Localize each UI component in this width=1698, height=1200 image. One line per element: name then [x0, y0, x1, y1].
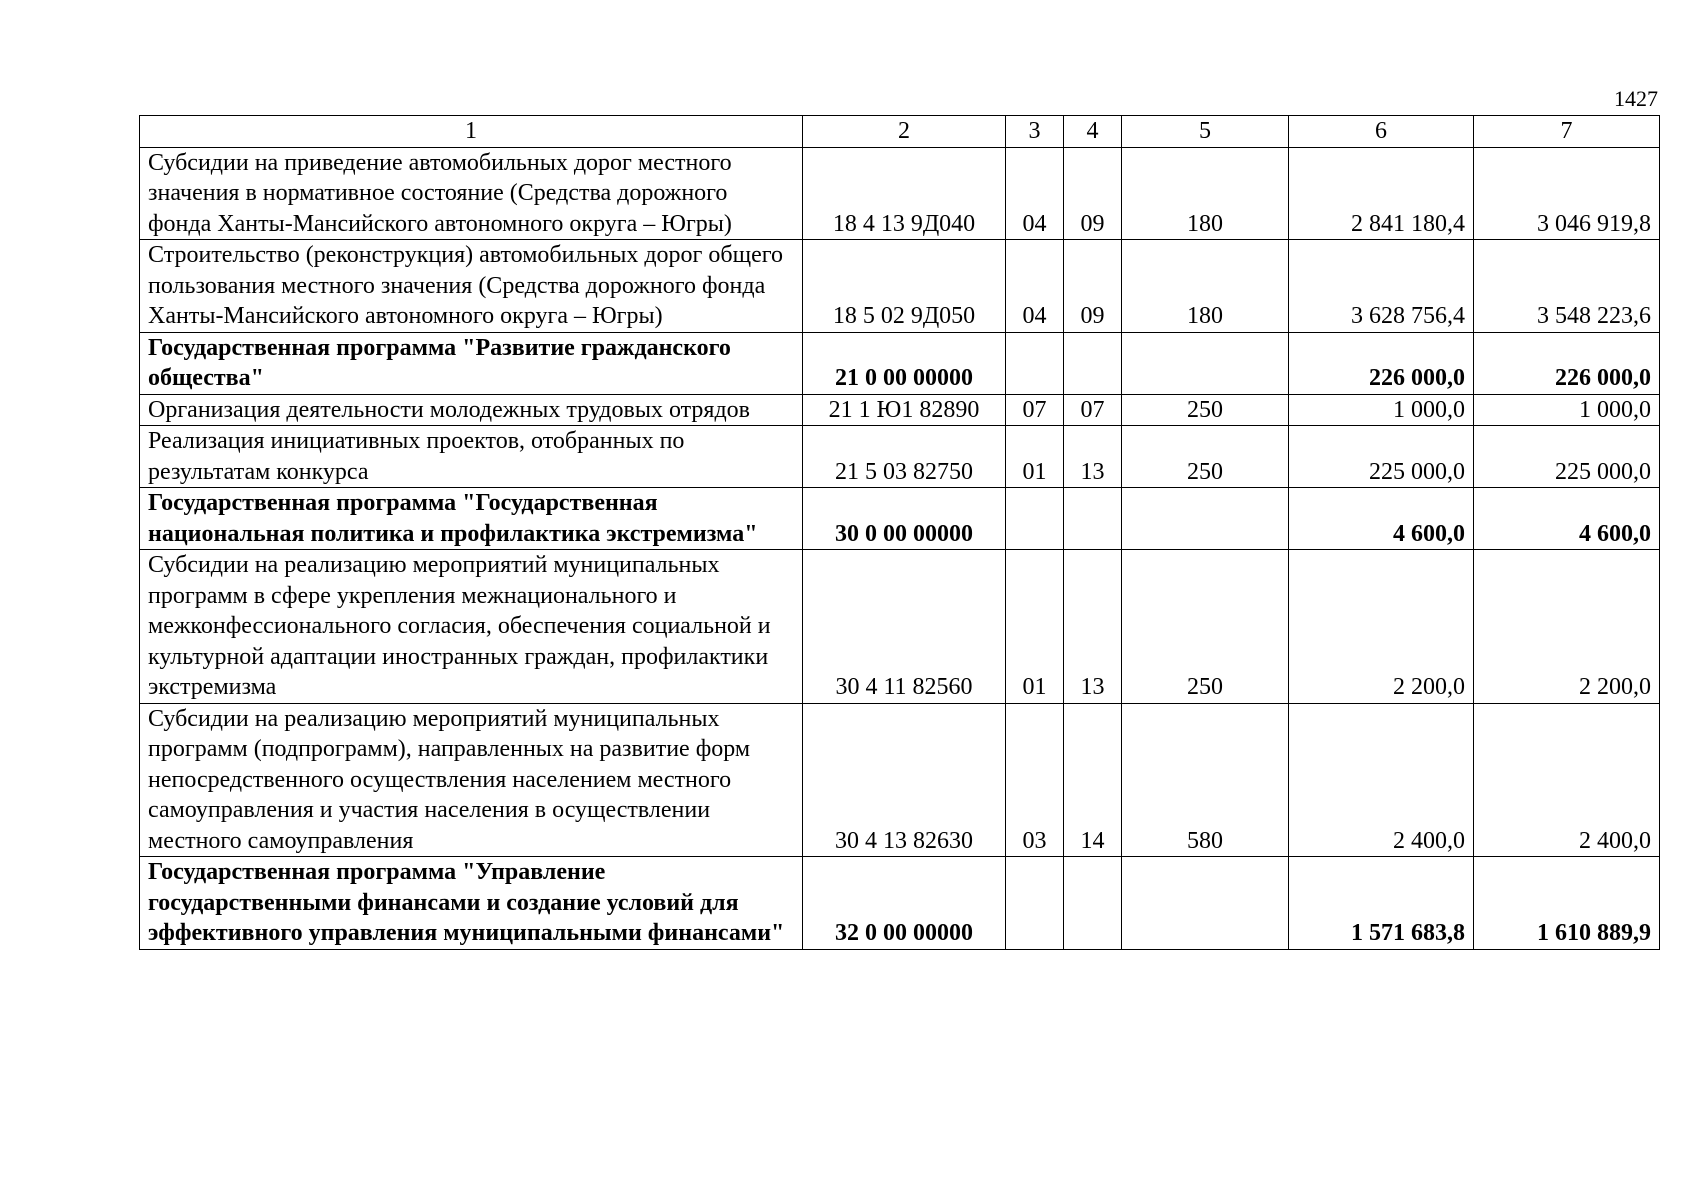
row-name-cell: Государственная программа "Развитие гражданского общества": [140, 332, 803, 394]
row-expense-kind-cell: [1122, 488, 1289, 550]
column-header: 1: [140, 116, 803, 148]
budget-table: [139, 115, 1660, 950]
row-amount-year2-cell: 2 200,0: [1474, 550, 1660, 704]
column-header: 2: [803, 116, 1006, 148]
row-amount-year2-cell: 3 046 919,8: [1474, 147, 1660, 240]
table-row: [140, 240, 1660, 333]
row-code-cell: 21 1 Ю1 82890: [803, 394, 1006, 426]
table-row: [140, 488, 1660, 550]
row-name-cell: Государственная программа "Государственная национальная политика и профилактика экстремизма": [140, 488, 803, 550]
row-expense-kind-cell: 250: [1122, 426, 1289, 488]
table-row: [140, 426, 1660, 488]
row-code-cell: 21 5 03 82750: [803, 426, 1006, 488]
row-name-cell: Субсидии на приведение автомобильных дорог местного значения в нормативное состояние (Средства дорожного фонда Ханты-Мансийского автономного округа – Югры): [140, 147, 803, 240]
row-section-cell: [1006, 488, 1064, 550]
row-amount-year1-cell: 1 000,0: [1289, 394, 1474, 426]
page-number: 1427: [1614, 86, 1658, 111]
row-name-cell: Организация деятельности молодежных трудовых отрядов: [140, 394, 803, 426]
column-header: 6: [1289, 116, 1474, 148]
row-name-cell: Строительство (реконструкция) автомобильных дорог общего пользования местного значения (Средства дорожного фонда Ханты-Мансийского автономного округа – Югры): [140, 240, 803, 333]
row-subsection-cell: 09: [1064, 147, 1122, 240]
row-subsection-cell: 07: [1064, 394, 1122, 426]
row-code-cell: 30 4 11 82560: [803, 550, 1006, 704]
row-subsection-cell: [1064, 332, 1122, 394]
row-expense-kind-cell: 180: [1122, 147, 1289, 240]
row-amount-year1-cell: 2 200,0: [1289, 550, 1474, 704]
row-section-cell: [1006, 332, 1064, 394]
row-expense-kind-cell: [1122, 857, 1289, 950]
row-name-cell: Реализация инициативных проектов, отобранных по результатам конкурса: [140, 426, 803, 488]
row-expense-kind-cell: [1122, 332, 1289, 394]
row-section-cell: 01: [1006, 426, 1064, 488]
row-subsection-cell: [1064, 857, 1122, 950]
table-row: [140, 147, 1660, 240]
row-amount-year2-cell: 225 000,0: [1474, 426, 1660, 488]
row-section-cell: 04: [1006, 147, 1064, 240]
row-subsection-cell: 14: [1064, 703, 1122, 857]
row-code-cell: 18 5 02 9Д050: [803, 240, 1006, 333]
table-body: [140, 116, 1660, 950]
row-amount-year1-cell: 2 400,0: [1289, 703, 1474, 857]
row-amount-year1-cell: 1 571 683,8: [1289, 857, 1474, 950]
column-header: 7: [1474, 116, 1660, 148]
row-amount-year1-cell: 3 628 756,4: [1289, 240, 1474, 333]
row-subsection-cell: 13: [1064, 550, 1122, 704]
row-subsection-cell: 13: [1064, 426, 1122, 488]
row-amount-year2-cell: 4 600,0: [1474, 488, 1660, 550]
row-section-cell: 04: [1006, 240, 1064, 333]
row-subsection-cell: [1064, 488, 1122, 550]
row-expense-kind-cell: 250: [1122, 550, 1289, 704]
column-header: 5: [1122, 116, 1289, 148]
column-header: 4: [1064, 116, 1122, 148]
row-section-cell: [1006, 857, 1064, 950]
row-section-cell: 01: [1006, 550, 1064, 704]
row-subsection-cell: 09: [1064, 240, 1122, 333]
row-amount-year2-cell: 1 000,0: [1474, 394, 1660, 426]
row-name-cell: Государственная программа "Управление государственными финансами и создание условий для эффективного управления муниципальными финансами": [140, 857, 803, 950]
row-amount-year2-cell: 3 548 223,6: [1474, 240, 1660, 333]
row-expense-kind-cell: 250: [1122, 394, 1289, 426]
row-code-cell: 18 4 13 9Д040: [803, 147, 1006, 240]
row-code-cell: 30 4 13 82630: [803, 703, 1006, 857]
row-name-cell: Субсидии на реализацию мероприятий муниципальных программ (подпрограмм), направленных на развитие форм непосредственного осуществления населением местного самоуправления и участия населения в осуществлении местного самоуправления: [140, 703, 803, 857]
row-amount-year2-cell: 1 610 889,9: [1474, 857, 1660, 950]
table-row: [140, 332, 1660, 394]
row-name-cell: Субсидии на реализацию мероприятий муниципальных программ в сфере укрепления межнационального и межконфессионального согласия, обеспечения социальной и культурной адаптации иностранных граждан, профилактики экстремизма: [140, 550, 803, 704]
table-row: [140, 857, 1660, 950]
row-amount-year1-cell: 2 841 180,4: [1289, 147, 1474, 240]
table-row: [140, 394, 1660, 426]
row-amount-year2-cell: 226 000,0: [1474, 332, 1660, 394]
row-section-cell: 07: [1006, 394, 1064, 426]
table-row: [140, 703, 1660, 857]
row-amount-year1-cell: 225 000,0: [1289, 426, 1474, 488]
row-code-cell: 32 0 00 00000: [803, 857, 1006, 950]
table-row: [140, 550, 1660, 704]
row-expense-kind-cell: 580: [1122, 703, 1289, 857]
row-code-cell: 30 0 00 00000: [803, 488, 1006, 550]
row-amount-year2-cell: 2 400,0: [1474, 703, 1660, 857]
column-header: 3: [1006, 116, 1064, 148]
row-amount-year1-cell: 4 600,0: [1289, 488, 1474, 550]
row-expense-kind-cell: 180: [1122, 240, 1289, 333]
table-header-row: [140, 116, 1660, 148]
row-amount-year1-cell: 226 000,0: [1289, 332, 1474, 394]
row-section-cell: 03: [1006, 703, 1064, 857]
row-code-cell: 21 0 00 00000: [803, 332, 1006, 394]
